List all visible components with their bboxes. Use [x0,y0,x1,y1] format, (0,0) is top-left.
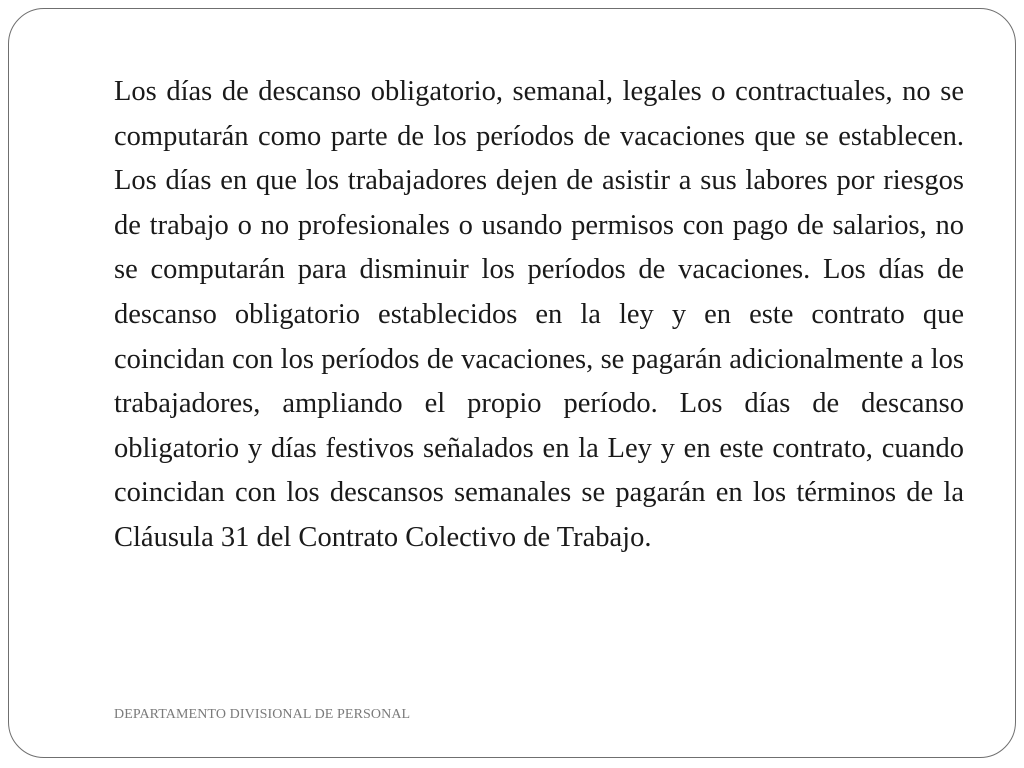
slide-footer: DEPARTAMENTO DIVISIONAL DE PERSONAL [114,707,411,722]
slide-body-text: Los días de descanso obligatorio, semanal, legales o contractuales, no se computarán como parte de los períodos de vacaciones que se establecen. Los días en que los trabajadores dejen de asistir a sus labores por riesgos de trabajo o no profesionales o usando permisos con pago de salarios, no se computarán para disminuir los períodos de vacaciones. Los días de descanso obligatorio establecidos en la ley y en este contrato que coincidan con los períodos de vacaciones, se pagarán adicionalmente a los trabajadores, ampliando el propio período. Los días de descanso obligatorio y días festivos señalados en la Ley y en este contrato, cuando coincidan con los descansos semanales se pagarán en los términos de la Cláusula 31 del Contrato Colectivo de Trabajo. [114,76,964,553]
